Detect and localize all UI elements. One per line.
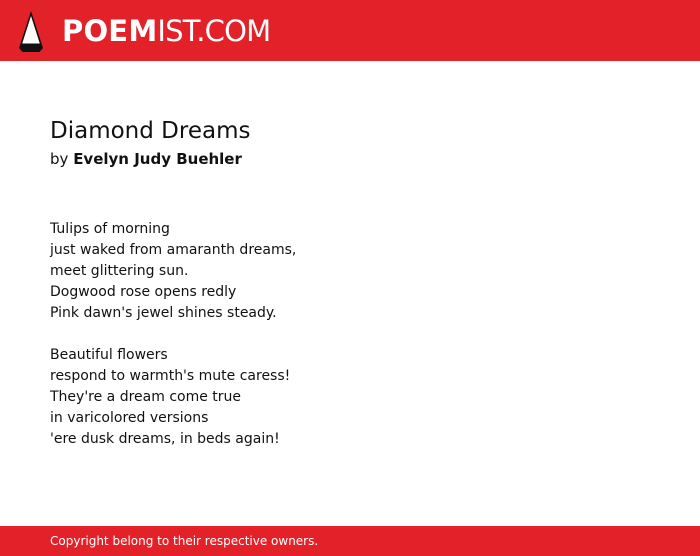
poem-line: Tulips of morning	[50, 221, 170, 237]
poem-line: Beautiful flowers	[50, 347, 168, 363]
poem-author: Evelyn Judy Buehler	[73, 150, 242, 168]
copyright-text: Copyright belong to their respective owners.	[50, 534, 319, 548]
logo-text	[62, 14, 270, 48]
poem-line: meet glittering sun.	[50, 263, 189, 279]
stanza-2	[50, 345, 650, 450]
poem-line: 'ere dusk dreams, in beds again!	[50, 431, 280, 447]
poem-line: respond to warmth's mute caress!	[50, 368, 291, 384]
logo-text-bold: POEM	[62, 14, 158, 48]
poem-content	[50, 115, 650, 471]
poem-body	[50, 219, 650, 450]
site-footer	[0, 526, 700, 556]
poem-line: in varicolored versions	[50, 410, 209, 426]
site-header	[0, 0, 700, 61]
stanza-1	[50, 219, 650, 324]
poem-byline	[50, 149, 650, 169]
poem-line: Dogwood rose opens redly	[50, 284, 237, 300]
logo-text-light: IST.COM	[157, 14, 271, 48]
poem-line: Pink dawn's jewel shines steady.	[50, 305, 277, 321]
poem-title: Diamond Dreams	[50, 118, 251, 144]
poem-line: They're a dream come true	[50, 389, 242, 405]
pencil-icon	[18, 11, 44, 53]
poem-line: just waked from amaranth dreams,	[50, 242, 297, 258]
byline-label: by	[50, 150, 69, 168]
